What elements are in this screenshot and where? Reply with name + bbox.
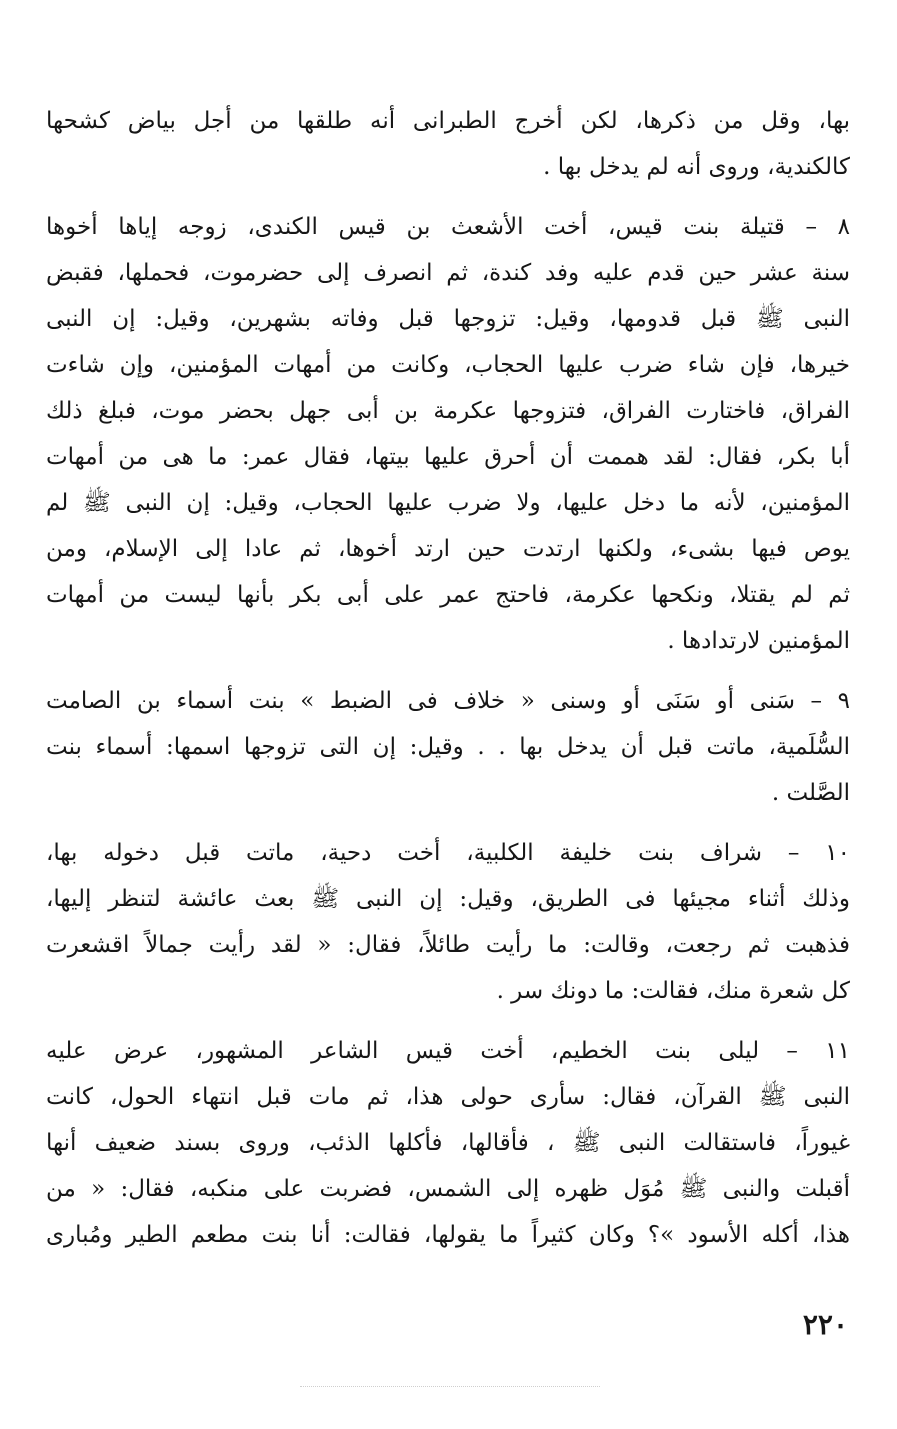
text-line: وذلك أثناء مجيئها فى الطريق، وقيل: إن النبى ﷺ بعث عائشة لتنظر إليها، [46, 886, 850, 912]
paragraph-4 [46, 830, 850, 1014]
text-line: ثم لم يقتلا، ونكحها عكرمة، فاحتج عمر على أبى بكر بأنها ليست من أمهات [46, 582, 850, 608]
text-line: أقبلت والنبى ﷺ مُوَل ظهره إلى الشمس، فضربت على منكبه، فقال: « من [46, 1176, 850, 1202]
scan-artifact [300, 1386, 600, 1389]
text-line: غيوراً، فاستقالت النبى ﷺ ، فأقالها، فأكلها الذئب، وروى بسند ضعيف أنها [46, 1130, 850, 1156]
paragraph-5 [46, 1028, 850, 1258]
text-line: سنة عشر حين قدم عليه وفد كندة، ثم انصرف إلى حضرموت، فحملها، فقبض [46, 260, 850, 286]
text-line: ٨ – قتيلة بنت قيس، أخت الأشعث بن قيس الكندى، زوجه إياها أخوها [46, 214, 850, 240]
text-line: الفراق، فاختارت الفراق، فتزوجها عكرمة بن أبى جهل بحضر موت، فبلغ ذلك [46, 398, 850, 424]
text-line: أبا بكر، فقال: لقد هممت أن أحرق عليها بيتها، فقال عمر: ما هى من أمهات [46, 444, 850, 470]
text-line: كالكندية، وروى أنه لم يدخل بها . [543, 154, 850, 180]
text-line: الصَّلت . [771, 780, 850, 806]
text-line: ١١ – ليلى بنت الخطيم، أخت قيس الشاعر المشهور، عرض عليه [46, 1038, 850, 1064]
text-line: خيرها، فإن شاء ضرب عليها الحجاب، وكانت من أمهات المؤمنين، وإن شاءت [46, 352, 850, 378]
body-text [46, 98, 850, 1272]
text-line: فذهبت ثم رجعت، وقالت: ما رأيت طائلاً، فقال: « لقد رأيت جمالاً اقشعرت [46, 932, 850, 958]
text-line: ٩ – سَنى أو سَنَى أو وسنى « خلاف فى الضبط » بنت أسماء بن الصامت [46, 688, 850, 714]
text-line: يوص فيها بشىء، ولكنها ارتدت حين ارتد أخوها، ثم عادا إلى الإسلام، ومن [46, 536, 850, 562]
text-line: ١٠ – شراف بنت خليفة الكلبية، أخت دحية، ماتت قبل دخوله بها، [46, 840, 850, 866]
paragraph-2 [46, 204, 850, 664]
page-number: ٢٢٠ [802, 1308, 848, 1341]
paragraph-1 [46, 98, 850, 190]
text-line: المؤمنين، لأنه ما دخل عليها، ولا ضرب عليها الحجاب، وقيل: إن النبى ﷺ لم [46, 490, 850, 516]
text-line: النبى ﷺ قبل قدومها، وقيل: تزوجها قبل وفاته بشهرين، وقيل: إن النبى [46, 306, 850, 332]
text-line: كل شعرة منك، فقالت: ما دونك سر . [496, 978, 850, 1004]
text-line: هذا، أكله الأسود »؟ وكان كثيراً ما يقولها، فقالت: أنا بنت مطعم الطير ومُبارى [46, 1222, 850, 1248]
text-line: بها، وقل من ذكرها، لكن أخرج الطبرانى أنه طلقها من أجل بياض كشحها [46, 108, 850, 134]
text-line: السُّلَمية، ماتت قبل أن يدخل بها . . وقيل: إن التى تزوجها اسمها: أسماء بنت [46, 734, 850, 760]
text-line: النبى ﷺ القرآن، فقال: سأرى حولى هذا، ثم مات قبل انتهاء الحول، كانت [46, 1084, 850, 1110]
paragraph-3 [46, 678, 850, 816]
text-line: المؤمنين لارتدادها . [667, 628, 850, 654]
